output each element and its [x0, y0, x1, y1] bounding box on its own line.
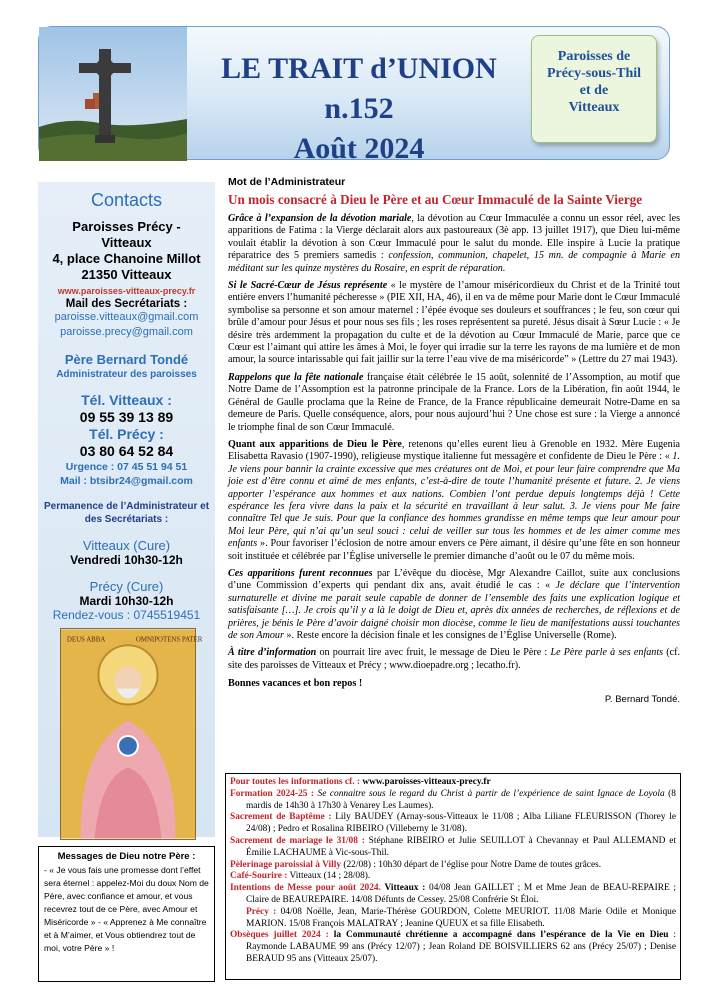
info-line	[230, 777, 676, 789]
paragraph	[228, 372, 680, 434]
info-line	[230, 883, 676, 907]
title-name: LE TRAIT d’UNION	[221, 52, 497, 85]
parish-line: Précy-sous-Thil	[546, 66, 642, 81]
info-label: Pèlerinage paroissial à Villy	[230, 859, 342, 870]
info-value: 04/08 Jean GAILLET ; M et Mme Jean de BEAU-REPAIRE ; Claire de BEAUREPAIRE. 14/08 Défunts de Cessey. 25/08 Confrérie St Éloi.	[246, 883, 676, 905]
god-the-father-icon	[60, 628, 203, 840]
appointment-phone[interactable]: Rendez-vous : 0745519451	[52, 608, 201, 622]
mail-title: Mail des Secrétariats :	[65, 298, 188, 310]
article-title: Un mois consacré à Dieu le Père et au Cœur Immaculé de la Sainte Vierge	[228, 192, 643, 207]
info-line	[230, 836, 676, 860]
icon-inscription-right: OMNIPOTENS PATER	[135, 636, 203, 644]
info-label: Formation 2024-25 :	[230, 788, 315, 799]
info-value: Vitteaux (14 ; 28/08).	[287, 871, 371, 882]
info-box	[225, 773, 681, 980]
parish-box	[531, 35, 657, 143]
info-label: Précy :	[246, 906, 277, 917]
messages-body: - « Je vous fais une promesse dont l’effet sera éternel : appelez-Moi du doux Nom de Père, avec confiance et amour, et vous recevrez tout de ce Père, avec Amour et Miséricorde » - « Apprenez à Me connaître et à M’aimer, et Vous obtiendrez tout de moi, votre Père » !	[44, 865, 209, 953]
signature: P. Bernard Tondé.	[604, 694, 680, 706]
precy-hours: Mardi 10h30-12h	[79, 594, 174, 608]
info-value: Stéphane RIBEIRO et Julie SEUILLOT à Chevannay et Paul ALLEMAND et Émilie LACHAUME à Vic-sous-Thil.	[246, 835, 676, 858]
vitteaux-hours: Vendredi 10h30-12h	[70, 553, 183, 567]
address: 4, place Chanoine Millot	[52, 251, 201, 266]
info-line	[230, 860, 676, 872]
paragraph	[228, 647, 680, 672]
header-banner	[38, 26, 670, 165]
contacts-title: Contacts	[90, 190, 163, 210]
icon-inscription-left: DEUS ABBA	[66, 636, 106, 644]
vitteaux-cure: Vitteaux (Cure)	[82, 538, 171, 553]
info-line	[230, 930, 676, 965]
info-place: Vitteaux :	[380, 883, 426, 894]
paragraph	[228, 439, 680, 563]
info-label: Sacrement de Baptême :	[230, 812, 332, 823]
parish-line: et de	[579, 83, 609, 98]
info-label: Intentions de Messe pour août 2024.	[230, 883, 381, 894]
info-italic: Se connaitre sous le regard du Christ à partir de l’expérience de saint Ignace de Loyola	[314, 788, 665, 799]
paragraph-text: , retenons qu’elles eurent lieu à Grenoble en 1932. Mère Eugenia Elisabetta Ravasio (1907-1990), religieuse mystique italienne fut messagère et confidente de Dieu le Père : «	[228, 438, 680, 463]
paragraph-lead: Rappelons que la fête nationale	[228, 371, 364, 383]
info-label: Obsèques juillet 2024 :	[230, 930, 329, 941]
issue-number: n.152	[324, 92, 394, 125]
parish-line: Vitteaux	[568, 100, 620, 115]
info-value: (8 mardis de 14h30 à 17h30 à Venarey Les Laumes).	[246, 788, 676, 811]
messages-box	[38, 846, 215, 982]
paragraph-text: ». Reste encore la décision finale et les consignes de l’Église Universelle (Rome).	[283, 630, 617, 641]
personal-mail[interactable]: Mail : btsibr24@gmail.com	[60, 475, 193, 487]
paragraph-text: par L’évêque du diocèse, Mgr Alexandre Caillot, suite aux conclusions d’une Commission d’experts qui pendant dix ans, avait étudié le cas : «	[228, 567, 680, 592]
paragraph-text: , la dévotion au Cœur Immaculée a connu un essor réel, avec les apparitions de Fatima : la Vierge déclarait alors aux pastoureaux (3è app. 13 juillet 1917), que Dieu lui-même voulait établir la dévotion à son Cœur Immaculé pour le salut du monde. Elle inspire à Lucie la pratique réparatrice des 5 premiers samedis :	[228, 213, 680, 262]
paragraph-lead: Grâce à l’expansion de la dévotion mariale	[228, 213, 412, 224]
paragraph-text: on pourrait lire avec fruit, le message de Dieu le Père :	[316, 647, 551, 659]
paragraph-text: française était célébrée le 15 août, solennité de l’Assomption, au motif que Notre Dame de l’Assomption est la patronne principale de la France. Lors de la Libération, fin août 1944, le Général de Gaulle proclama que la Reine de France, de la France républicaine demeurait Notre-Dame en sa demeure de Paris. Quelle conséquence, alors, pour nous aujourd’hui ? Une chose est sure : la Vierge a annoncé le triomphe final de son Cœur Immaculé.	[228, 371, 681, 433]
info-line	[230, 907, 676, 931]
info-label: Pour toutes les informations cf. :	[230, 777, 361, 787]
info-line	[230, 789, 676, 813]
paragraph-italic: 1. Je viens pour bannir la crainte excessive que mes créatures ont de Moi, et pour leur faire comprendre que Ma joie est d’être connu et aimé de mes enfants, c’est-à-dire de toute l’humanité présente et future. 2. Je viens apporter l’espérance aux hommes et aux nations. Combien l’ont perdue depuis longtemps déjà ! Cette espérance les fera vivre dans la paix et la sécurité en travaillant à leur salut. 3. Je viens pour Me faire connaître Tel que Je suis. Pour que la confiance des hommes grandisse en même temps que leur amour pour Moi leur Père, qui n’ai qu’un seul souci : celui de veiller sur tous les hommes et de les aimer comme mes enfants	[228, 451, 680, 550]
priest-name: Père Bernard Tondé	[64, 352, 189, 367]
parish-line: Paroisses de	[557, 49, 631, 64]
messages-title: Messages de Dieu notre Père :	[57, 851, 196, 862]
issue-date: Août 2024	[293, 132, 425, 165]
info-value: : Raymonde LABAUME 99 ans (Précy 12/07) ; Jean Roland DE BOISVILLIERS 62 ans (Précy 25/07) ; Denise BERAUD 95 ans (Vitteaux 25/07).	[246, 930, 677, 964]
paragraph	[228, 280, 680, 367]
info-value: 04/08 Noëlle, Jean, Marie-Thérèse GOURDON, Colette MEURIOT. 11/08 Marie Odile et Monique MARION. 15/08 François MALATRAY ; Jeanine QUEUX et sa fille Elisabeth.	[246, 906, 676, 929]
paragraph-text: (cf. site des paroisses de Vitteaux et Précy ; www.dioepadre.org ; lecatho.fr).	[228, 647, 681, 671]
article-kicker: Mot de l’Administrateur	[228, 176, 346, 188]
paragraph-lead: Si le Sacré-Cœur de Jésus représente	[228, 280, 388, 292]
paragraph-lead: Quant aux apparitions de Dieu le Père	[228, 438, 402, 450]
city: 21350 Vitteaux	[81, 267, 172, 282]
paragraph	[228, 568, 680, 642]
tel-vitteaux-label: Tél. Vitteaux :	[81, 392, 172, 408]
tel-vitteaux[interactable]: 09 55 39 13 89	[79, 409, 174, 425]
tel-precy-label: Tél. Précy :	[89, 426, 164, 442]
info-line	[230, 871, 676, 883]
info-value: Lily BAUDEY (Arnay-sous-Vitteaux le 11/08 ; Alba Liliane FLEURISSON (Thorey le 24/08) ; Pedro et Rosalina RIBEIRO (Villeberny le 31/08).	[246, 812, 676, 835]
info-label: Sacrement de mariage le 31/08 :	[230, 835, 365, 846]
mail-precy-link[interactable]: paroisse.precy@gmail.com	[60, 326, 193, 338]
tel-precy[interactable]: 03 80 64 52 84	[79, 443, 174, 459]
info-line	[230, 812, 676, 836]
paragraph-text: « le mystère de l’amour miséricordieux du Christ et de la Trinité tout entière envers l’humanité pécheresse » (PIE XII, HA, 46), il en va de même pour Marie dont le Cœur Immaculé symbolise sa personne et son amour maternel : l’épée évoque ses douleurs et souffrances ; le feu, son cœur qui brûle d’amour pour Jésus et pour nous ses fils ; les roses représentent sa pureté. Jésus disait à Sœur Lucie : « Je désire très ardemment la propagation du culte et de la dévotion au Cœur Immaculé de Marie, parce que ce Cœur est l’aimant qui attire les âmes à Moi, le foyer qui irradie sur la terre les rayons de ma lumière et de mon amour, la source intarissable qui fait jaillir sur la terre l’eau vive de ma miséricorde” » (Lettre du 27 mai 1943).	[228, 280, 680, 366]
website-link[interactable]: www.paroisses-vitteaux-precy.fr	[57, 286, 196, 296]
paragraph-italic: Le Père parle à ses enfants	[550, 647, 664, 659]
paragraph-lead: À titre d’information	[228, 647, 317, 659]
signoff: Bonnes vacances et bon repos !	[228, 678, 363, 690]
paragraph	[228, 213, 680, 275]
paragraph-lead: Ces apparitions furent reconnues	[228, 567, 373, 579]
mail-vitteaux-link[interactable]: paroisse.vitteaux@gmail.com	[54, 311, 199, 323]
main-article	[228, 176, 680, 705]
info-bold: la Communauté chrétienne a accompagné dans l’espérance de la Vie en Dieu	[328, 930, 669, 941]
paragraph-italic: confession, communion, chapelet, 15 mn. de compagnie à Marie en méditant sur les quinze mystères du Rosaire, en esprit de réparation.	[228, 250, 680, 274]
paragraph-italic: Je déclare que l’intervention surnaturelle et divine me parait seule capable de donner de l’ensemble des faits une explication logique et satisfaisante […]. Je crois qu’il y a là le doigt de Dieu et, après dix années de recherches, de réflexions et de prières, je bénis le Père d’avoir daigné choisir mon diocèse, comme le lieu de manifestations aussi touchantes de son Amour	[228, 580, 680, 641]
cross-photo	[39, 27, 187, 161]
info-value: (22/08) : 10h30 départ de l’église pour Notre Dame de toutes grâces.	[341, 859, 602, 870]
priest-role: Administrateur des paroisses	[56, 369, 197, 380]
info-label: Café-Sourire :	[230, 871, 288, 882]
paragraph-text: ». Pour favoriser l’éclosion de notre amour envers ce Père aimant, il désire qu’une fête en son honneur soit instituée et célébrée par l’Église universelle le premier dimanche d’août ou le 07 du même mois.	[228, 538, 680, 562]
permanence-title: Permanence de l’Administrateur et des Secrétariats :	[43, 501, 210, 525]
precy-cure: Précy (Cure)	[89, 579, 164, 594]
info-value: www.paroisses-vitteaux-precy.fr	[360, 777, 491, 787]
urgence-phone[interactable]: Urgence : 07 45 51 94 51	[65, 461, 188, 473]
newsletter-title	[209, 49, 509, 169]
parishes-name: Paroisses Précy - Vitteaux	[72, 219, 181, 250]
